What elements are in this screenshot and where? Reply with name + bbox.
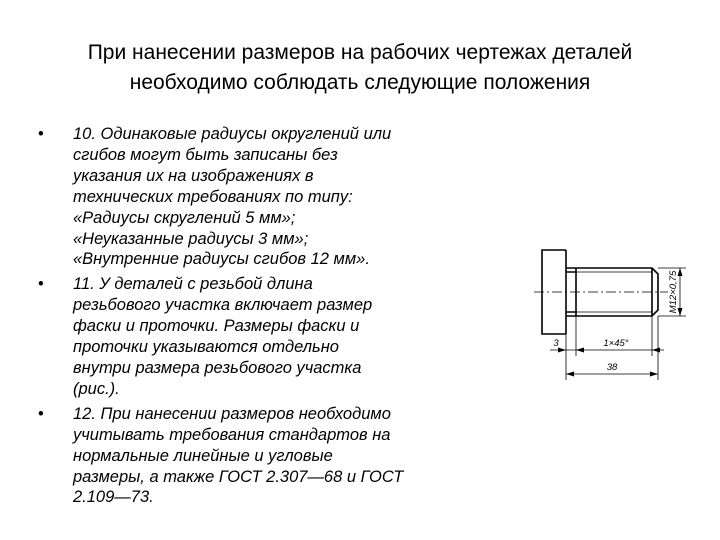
item-text-line: 2.109—73. bbox=[73, 488, 154, 507]
item-text-line: резьбового участка включает размер bbox=[73, 296, 373, 315]
slide-title bbox=[20, 38, 700, 98]
item-text-line: указания их на изображениях в bbox=[73, 166, 314, 185]
bullet-icon: • bbox=[38, 404, 44, 423]
item-text-line: сгибов могут быть записаны без bbox=[73, 145, 338, 164]
bullet-icon: • bbox=[38, 275, 44, 294]
item-text-line: размеры, а также ГОСТ 2.307—68 и ГОСТ bbox=[73, 467, 404, 486]
item-text-line: нормальные линейные и угловые bbox=[73, 446, 333, 465]
item-text-line: «Внутренние радиусы сгибов 12 мм». bbox=[73, 250, 370, 269]
title-line-2: необходимо соблюдать следующие положения bbox=[129, 71, 591, 94]
item-text-line: (рис.). bbox=[73, 379, 120, 398]
item-text-line: внутри размера резьбового участка bbox=[73, 358, 362, 377]
item-text-line: технических требованиях по типу: bbox=[73, 187, 353, 206]
item-text-line: учитывать требования стандартов на bbox=[73, 425, 391, 444]
item-text-line: фаски и проточки. Размеры фаски и bbox=[73, 317, 360, 336]
groove-label: 3 bbox=[553, 338, 559, 349]
bullet-icon: • bbox=[38, 125, 44, 143]
arrow-icon bbox=[576, 348, 584, 353]
length-label: 38 bbox=[606, 362, 618, 373]
arrow-icon bbox=[652, 348, 660, 353]
arrow-icon bbox=[650, 372, 658, 377]
chamfer-label: 1×45° bbox=[603, 338, 629, 349]
item-text-line: «Радиусы скруглений 5 мм»; bbox=[73, 208, 296, 227]
item-text-line: 10. Одинаковые радиусы округлений или bbox=[73, 125, 392, 143]
thread-drawing bbox=[528, 238, 708, 398]
list-item bbox=[38, 274, 508, 399]
list-item bbox=[38, 404, 508, 509]
rules-list bbox=[38, 124, 508, 512]
list-item bbox=[38, 124, 508, 270]
title-line-1: При нанесении размеров на рабочих чертежах деталей bbox=[87, 41, 633, 64]
arrow-icon bbox=[558, 348, 566, 353]
item-text-line: 12. При нанесении размеров необходимо bbox=[73, 404, 391, 423]
thread-label: M12×0,75 bbox=[668, 270, 679, 314]
item-text-line: «Неуказанные радиусы 3 мм»; bbox=[73, 229, 309, 248]
arrow-icon bbox=[566, 372, 574, 377]
item-text-line: проточки указываются отдельно bbox=[73, 338, 339, 357]
item-text-line: 11. У деталей с резьбой длина bbox=[73, 275, 313, 294]
